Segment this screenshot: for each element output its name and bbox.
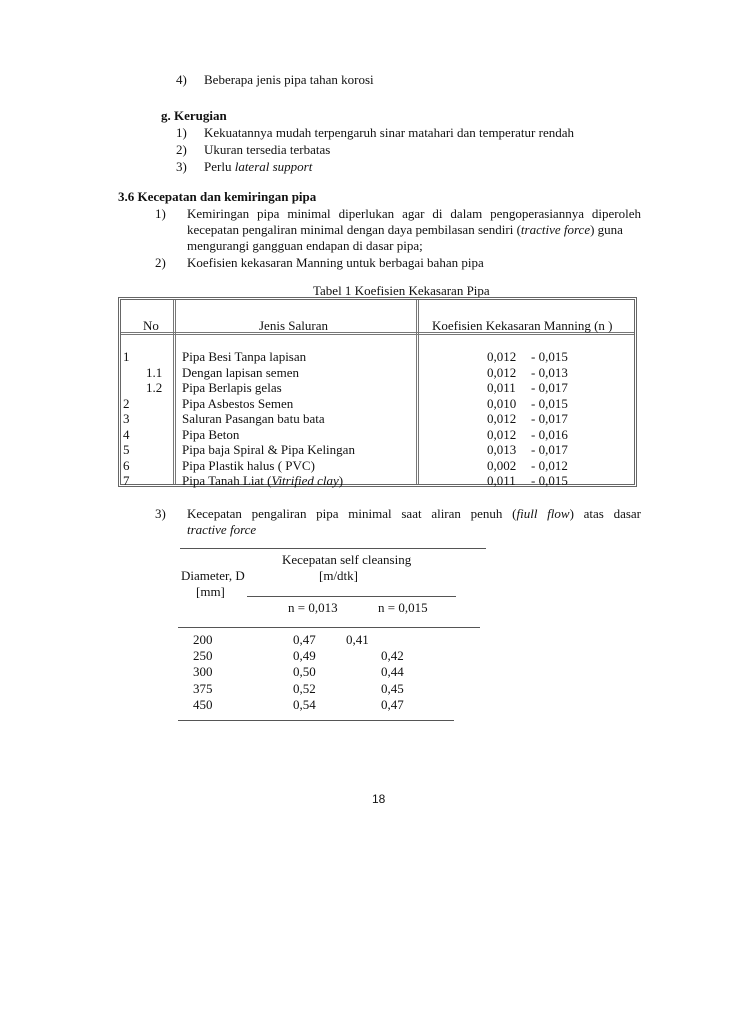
table-rule bbox=[178, 720, 454, 721]
table-cell-no: 2 bbox=[123, 395, 130, 411]
list-text: Koefisien kekasaran Manning untuk berbagai bahan pipa bbox=[187, 255, 484, 270]
table-cell-jenis: Pipa baja Spiral & Pipa Kelingan bbox=[182, 442, 355, 457]
table-cell-koef-min: 0,013 bbox=[487, 442, 517, 457]
paragraph-line: Kecepatan pengaliran pipa minimal saat aliran penuh (fiull flow) atas dasar bbox=[187, 506, 642, 521]
list-number: 2) bbox=[176, 142, 187, 157]
table-rule bbox=[178, 627, 480, 628]
table-cell-jenis: Pipa Asbestos Semen bbox=[182, 395, 294, 411]
table-cell-koef-max: - 0,016 bbox=[531, 426, 568, 442]
list-text: Beberapa jenis pipa tahan korosi bbox=[204, 72, 374, 87]
table-cell-no: 6 bbox=[123, 457, 130, 473]
list-text: Perlu lateral support bbox=[204, 159, 313, 174]
table-cell-no: 3 bbox=[123, 411, 130, 426]
table-header: Kecepatan self cleansing bbox=[282, 552, 412, 567]
table-cell-jenis: Pipa Plastik halus ( PVC) bbox=[182, 457, 315, 473]
table-cell-diameter: 250 bbox=[193, 648, 213, 664]
table-cell-koef-min: 0,011 bbox=[487, 380, 516, 395]
section-heading: 3.6 Kecepatan dan kemiringan pipa bbox=[118, 189, 317, 204]
table-cell-no: 1.1 bbox=[146, 364, 163, 380]
manning-table bbox=[118, 297, 637, 487]
table-cell-jenis: Saluran Pasangan batu bata bbox=[182, 411, 325, 426]
list-number: 1) bbox=[155, 206, 166, 221]
table-cell-v2: 0,45 bbox=[381, 680, 404, 696]
table-cell-koef-max: - 0,015 bbox=[531, 473, 568, 488]
table-cell-koef-max: - 0,017 bbox=[531, 411, 568, 426]
table-cell-koef-max: - 0,015 bbox=[531, 349, 568, 364]
list-number: 4) bbox=[176, 72, 187, 87]
table-cell-jenis: Pipa Besi Tanpa lapisan bbox=[182, 349, 307, 364]
table-cell-v2: 0,47 bbox=[381, 696, 404, 712]
paragraph-line: kecepatan pengaliran minimal dengan daya pembilasan sendiri (tractive force) guna bbox=[187, 222, 623, 237]
table-header: n = 0,013 bbox=[288, 600, 338, 615]
paragraph-line: tractive force bbox=[187, 522, 257, 537]
table-caption: Tabel 1 Koefisien Kekasaran Pipa bbox=[313, 283, 490, 298]
table-rule bbox=[180, 548, 486, 549]
list-number: 2) bbox=[155, 255, 166, 270]
list-text: Kekuatannya mudah terpengaruh sinar matahari dan temperatur rendah bbox=[204, 125, 574, 140]
table-cell-koef-min: 0,011 bbox=[487, 473, 516, 488]
table-cell-v2: 0,41 bbox=[346, 632, 369, 647]
table-cell-jenis: Pipa Tanah Liat (Vitrified clay) bbox=[182, 473, 344, 488]
table-cell-jenis: Dengan lapisan semen bbox=[182, 364, 299, 380]
table-cell-v1: 0,49 bbox=[293, 648, 316, 664]
list-number: 3) bbox=[176, 159, 187, 174]
table-cell-koef-max: - 0,012 bbox=[531, 457, 568, 473]
column-header-koefisien: Koefisien Kekasaran Manning (n ) bbox=[432, 318, 613, 333]
table-cell-koef-min: 0,010 bbox=[487, 395, 517, 411]
table-header: [mm] bbox=[196, 584, 225, 599]
paragraph-line: Kemiringan pipa minimal diperlukan agar di dalam pengoperasiannya diperoleh bbox=[187, 206, 641, 221]
table-header: Diameter, D bbox=[181, 568, 245, 583]
table-cell-koef-min: 0,012 bbox=[487, 411, 517, 426]
table-rule bbox=[247, 596, 456, 597]
table-cell-koef-max: - 0,017 bbox=[531, 380, 568, 395]
table-cell-koef-min: 0,002 bbox=[487, 457, 517, 473]
table-cell-diameter: 200 bbox=[193, 632, 213, 647]
paragraph-line: mengurangi gangguan endapan di dasar pipa; bbox=[187, 238, 423, 253]
column-header-no: No bbox=[143, 318, 159, 333]
list-number: 3) bbox=[155, 506, 166, 521]
table-cell-no: 1 bbox=[123, 349, 130, 364]
table-cell-koef-max: - 0,013 bbox=[531, 364, 568, 380]
table-cell-koef-max: - 0,017 bbox=[531, 442, 568, 457]
table-cell-v2: 0,44 bbox=[381, 664, 404, 680]
table-cell-v1: 0,54 bbox=[293, 696, 316, 712]
list-text: Ukuran tersedia terbatas bbox=[204, 142, 331, 157]
table-cell-jenis: Pipa Beton bbox=[182, 426, 240, 442]
table-header: [m/dtk] bbox=[319, 568, 358, 583]
table-cell-no: 4 bbox=[123, 426, 130, 442]
table-cell-koef-max: - 0,015 bbox=[531, 395, 568, 411]
table-cell-v1: 0,52 bbox=[293, 680, 316, 696]
section-heading-kerugian: g. Kerugian bbox=[161, 108, 227, 123]
page-number: 18 bbox=[372, 792, 386, 806]
table-cell-no: 1.2 bbox=[146, 380, 163, 395]
table-cell-no: 7 bbox=[123, 473, 130, 488]
table-header: n = 0,015 bbox=[378, 600, 428, 615]
table-cell-jenis: Pipa Berlapis gelas bbox=[182, 380, 282, 395]
table-cell-diameter: 450 bbox=[193, 696, 213, 712]
table-divider bbox=[173, 300, 176, 484]
list-number: 1) bbox=[176, 125, 187, 140]
table-cell-v1: 0,47 bbox=[293, 632, 316, 647]
table-cell-diameter: 300 bbox=[193, 664, 213, 680]
table-cell-koef-min: 0,012 bbox=[487, 349, 517, 364]
table-cell-diameter: 375 bbox=[193, 680, 213, 696]
table-cell-koef-min: 0,012 bbox=[487, 364, 517, 380]
table-cell-no: 5 bbox=[123, 442, 130, 457]
table-divider bbox=[416, 300, 419, 484]
table-cell-koef-min: 0,012 bbox=[487, 426, 517, 442]
table-cell-v1: 0,50 bbox=[293, 664, 316, 680]
column-header-jenis: Jenis Saluran bbox=[259, 318, 328, 333]
table-cell-v2: 0,42 bbox=[381, 648, 404, 664]
